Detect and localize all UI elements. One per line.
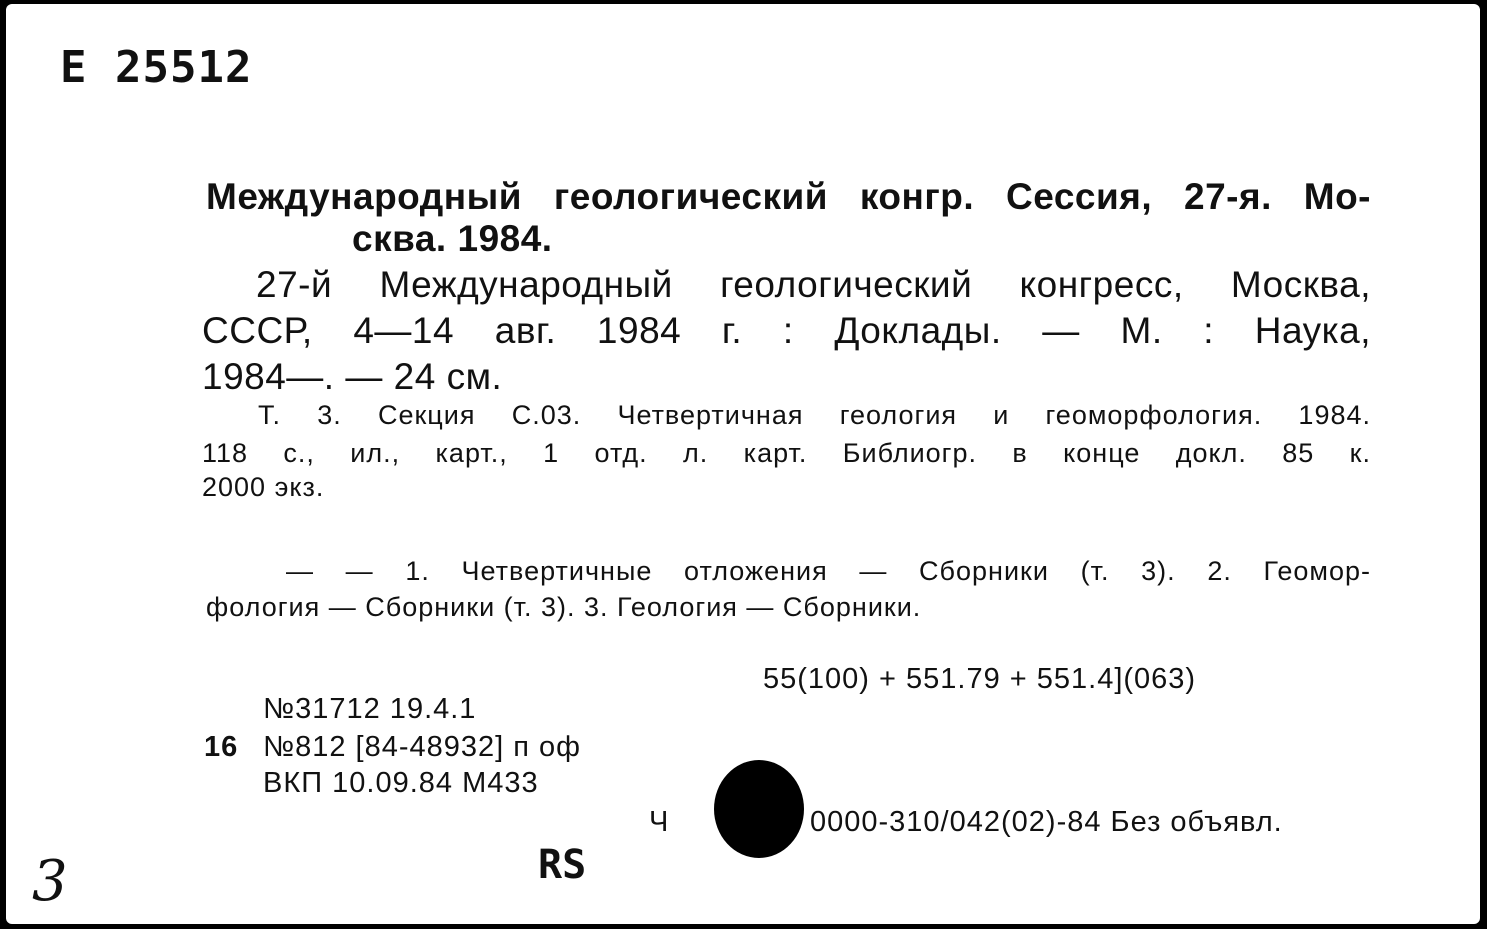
volume-line-1: Т. 3. Секция С.03. Четвертичная геология и геоморфология. 1984.	[258, 400, 1371, 430]
ink-blot	[714, 760, 804, 858]
call-number: Е 25512	[60, 42, 253, 93]
rs-stamp: RS	[538, 842, 587, 888]
tech-line-1: №31712 19.4.1	[263, 693, 477, 725]
volume-line-2: 118 с., ил., карт., 1 отд. л. карт. Библиогр. в конце докл. 85 к.	[202, 438, 1371, 468]
volume-line-3: 2000 экз.	[202, 472, 325, 502]
subjects-line-2: фология — Сборники (т. 3). 3. Геология — Сборники.	[206, 592, 922, 622]
heading-line-2: сква. 1984.	[352, 218, 553, 259]
price-prefix: Ч	[649, 806, 670, 838]
title-line-3: 1984—. — 24 см.	[202, 356, 503, 397]
handwritten-mark: 3	[32, 849, 68, 914]
tech-prefix: 16	[204, 731, 239, 763]
tech-line-3: ВКП 10.09.84 М433	[263, 767, 539, 799]
price-code: 0000-310/042(02)-84 Без объявл.	[810, 806, 1283, 838]
title-line-2: СССР, 4—14 авг. 1984 г. : Доклады. — М. : Наука,	[202, 310, 1371, 351]
udc-index: 55(100) + 551.79 + 551.4](063)	[763, 663, 1197, 695]
title-line-1: 27-й Международный геологический конгресс, Москва,	[256, 264, 1371, 305]
heading-line-1: Международный геологический конгр. Сессия, 27-я. Мо-	[206, 176, 1371, 217]
catalog-card	[6, 4, 1480, 924]
subjects-line-1: — — 1. Четвертичные отложения — Сборники (т. 3). 2. Геомор-	[286, 556, 1371, 586]
tech-line-2: №812 [84-48932] п оф	[263, 731, 582, 763]
